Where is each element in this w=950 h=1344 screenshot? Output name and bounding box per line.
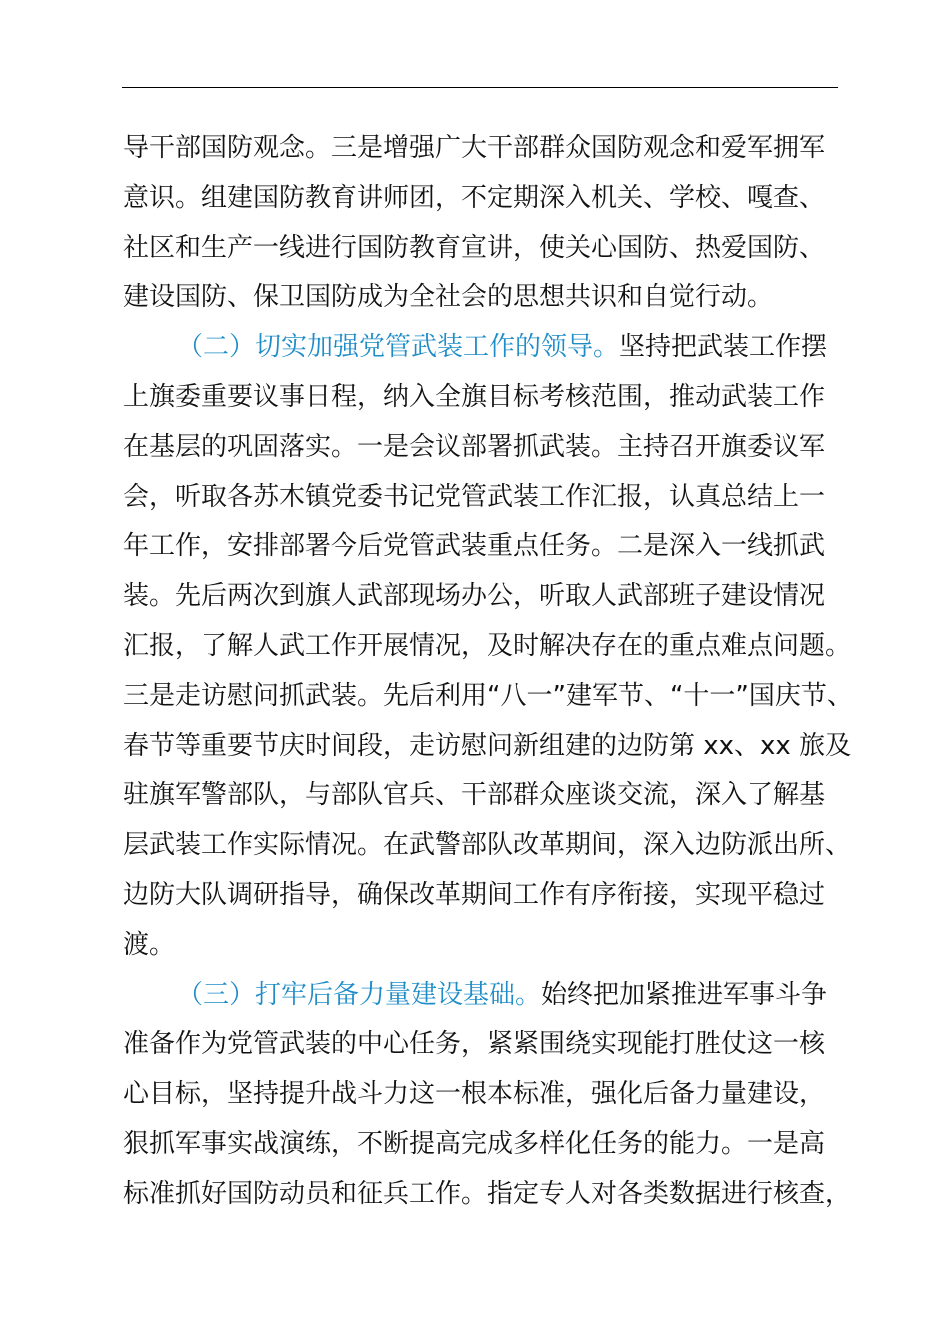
paragraph-line: 年工作，安排部署今后党管武装重点任务。二是深入一线抓武 [123, 531, 826, 562]
paragraph-line: 装。先后两次到旗人武部现场办公，听取人武部班子建设情况 [123, 581, 826, 612]
paragraph-text: 始终把加紧推进军事斗争 [541, 979, 828, 1010]
paragraph-line: 导干部国防观念。三是增强广大干部群众国防观念和爱军拥军 [123, 133, 826, 163]
paragraph-line: 社区和生产一线进行国防教育宣讲，使关心国防、热爱国防、 [123, 232, 826, 263]
paragraph-line: 渡。 [123, 929, 176, 960]
paragraph-line: 层武装工作实际情况。在武警部队改革期间，深入边防派出所、 [123, 830, 852, 861]
paragraph-line: 标准抓好国防动员和征兵工作。指定专人对各类数据进行核查， [123, 1178, 852, 1209]
paragraph-line: 准备作为党管武装的中心任务，紧紧围绕实现能打胜仗这一核 [123, 1029, 826, 1060]
paragraph-line: 驻旗军警部队，与部队官兵、干部群众座谈交流，深入了解基 [123, 780, 826, 811]
paragraph-line: 汇报，了解人武工作开展情况，及时解决存在的重点难点问题。 [123, 630, 852, 661]
paragraph-line: 心目标，坚持提升战斗力这一根本标准，强化后备力量建设， [123, 1079, 826, 1110]
paragraph-text: 坚持把武装工作摆 [619, 332, 828, 363]
paragraph-line: 意识。组建国防教育讲师团，不定期深入机关、学校、嘎查、 [123, 182, 826, 213]
paragraph-line: 上旗委重要议事日程，纳入全旗目标考核范围，推动武装工作 [123, 381, 826, 412]
body-text [123, 124, 853, 1220]
paragraph-line: 狠抓军事实战演练，不断提高完成多样化任务的能力。一是高 [123, 1128, 826, 1159]
header-rule [122, 87, 838, 88]
paragraph-line: 三是走访慰问抓武装。先后利用“八一”建军节、“十一”国庆节、 [123, 680, 853, 711]
paragraph-line: 边防大队调研指导，确保改革期间工作有序衔接，实现平稳过 [123, 879, 826, 910]
paragraph-line: 会，听取各苏木镇党委书记党管武装工作汇报，认真总结上一 [123, 481, 826, 512]
section-2-first-line [123, 323, 839, 373]
section-heading-2: （二）切实加强党管武装工作的领导。 [177, 332, 620, 363]
paragraph-line: 在基层的巩固落实。一是会议部署抓武装。主持召开旗委议军 [123, 431, 826, 462]
paragraph-line: 春节等重要节庆时间段，走访慰问新组建的边防第 xx、xx 旅及 [123, 730, 852, 761]
section-3-first-line [123, 971, 839, 1021]
section-heading-3: （三）打牢后备力量建设基础。 [177, 979, 542, 1010]
paragraph-line: 建设国防、保卫国防成为全社会的思想共识和自觉行动。 [123, 282, 774, 313]
